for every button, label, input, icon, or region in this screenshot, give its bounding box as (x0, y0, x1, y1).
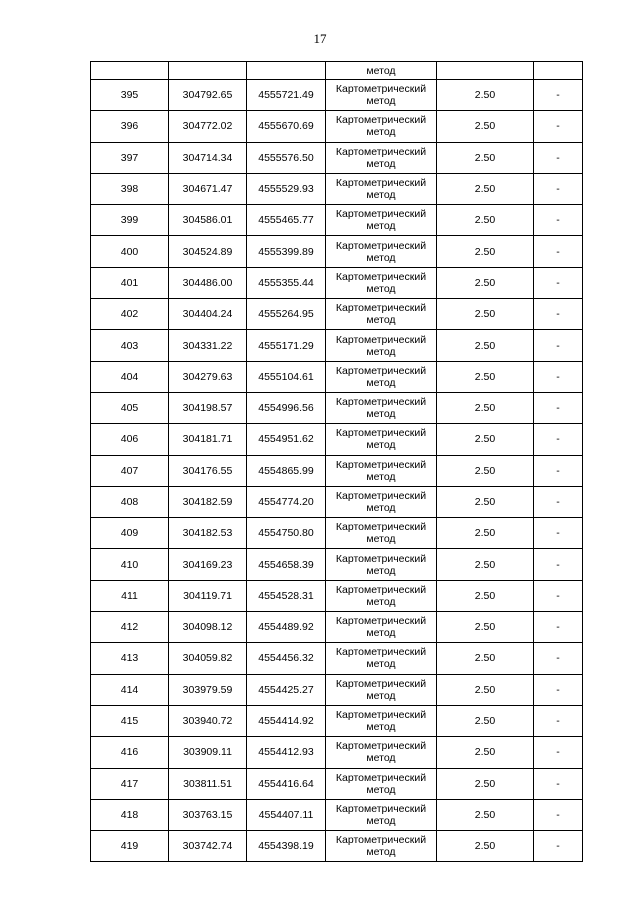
cell-y: 4555721.49 (247, 80, 326, 111)
table-row (91, 392, 583, 423)
cell-num: 415 (91, 705, 169, 736)
cell-method: Картометрический метод (326, 80, 437, 111)
cell-x: 304486.00 (169, 267, 247, 298)
cell-method: Картометрический метод (326, 392, 437, 423)
cell-note: - (534, 299, 583, 330)
table-row (91, 236, 583, 267)
cell-num: 395 (91, 80, 169, 111)
cell-y: 4554412.93 (247, 737, 326, 768)
cell-x: 304331.22 (169, 330, 247, 361)
cell-method: Картометрический метод (326, 486, 437, 517)
cell-method: Картометрический метод (326, 330, 437, 361)
cell-num: 417 (91, 768, 169, 799)
cell-accuracy: 2.50 (437, 236, 534, 267)
cell-y: 4554996.56 (247, 392, 326, 423)
cell-method: Картометрический метод (326, 173, 437, 204)
table-row (91, 643, 583, 674)
cell-accuracy: 2.50 (437, 580, 534, 611)
cell-num: 405 (91, 392, 169, 423)
cell-x: 304524.89 (169, 236, 247, 267)
cell-x: 303940.72 (169, 705, 247, 736)
cell-method: Картометрический метод (326, 299, 437, 330)
cell-x: 304772.02 (169, 111, 247, 142)
table-row (91, 518, 583, 549)
cell-accuracy: 2.50 (437, 799, 534, 830)
table-row (91, 111, 583, 142)
cell-num: 398 (91, 173, 169, 204)
cell-x: 304169.23 (169, 549, 247, 580)
cell-method: Картометрический метод (326, 267, 437, 298)
cell-x: 304279.63 (169, 361, 247, 392)
cell-x: 303979.59 (169, 674, 247, 705)
cell-accuracy: 2.50 (437, 768, 534, 799)
cell-accuracy: 2.50 (437, 831, 534, 862)
table-row (91, 361, 583, 392)
table-row (91, 80, 583, 111)
cell-x: 304586.01 (169, 205, 247, 236)
cell-num: 400 (91, 236, 169, 267)
cell-x: 304059.82 (169, 643, 247, 674)
cell-note: - (534, 455, 583, 486)
cell-y: 4554528.31 (247, 580, 326, 611)
cell-y: 4554750.80 (247, 518, 326, 549)
cell-num: 418 (91, 799, 169, 830)
cell-note: - (534, 80, 583, 111)
cell-num: 406 (91, 424, 169, 455)
table-row (91, 705, 583, 736)
cell-note: - (534, 205, 583, 236)
cell-note: - (534, 549, 583, 580)
table-row (91, 330, 583, 361)
cell-method: Картометрический метод (326, 705, 437, 736)
cell-accuracy: 2.50 (437, 142, 534, 173)
coordinates-table-body (91, 62, 583, 862)
cell-accuracy: 2.50 (437, 486, 534, 517)
table-row (91, 142, 583, 173)
cell-method: Картометрический метод (326, 205, 437, 236)
cell-x: 304182.53 (169, 518, 247, 549)
cell-note: - (534, 173, 583, 204)
cell-y: 4554658.39 (247, 549, 326, 580)
cell-num: 404 (91, 361, 169, 392)
cell-accuracy: 2.50 (437, 643, 534, 674)
cell-method: Картометрический метод (326, 580, 437, 611)
cell-accuracy: 2.50 (437, 392, 534, 423)
cell-accuracy: 2.50 (437, 518, 534, 549)
cell-method: Картометрический метод (326, 424, 437, 455)
cell-num: 403 (91, 330, 169, 361)
cell-note: - (534, 643, 583, 674)
cell-method: Картометрический метод (326, 643, 437, 674)
cell-accuracy: 2.50 (437, 267, 534, 298)
cell-x: 303742.74 (169, 831, 247, 862)
cell-method: Картометрический метод (326, 455, 437, 486)
cell-accuracy: 2.50 (437, 330, 534, 361)
cell-note: - (534, 392, 583, 423)
cell-x: 304714.34 (169, 142, 247, 173)
cell-note: - (534, 236, 583, 267)
cell-num (91, 62, 169, 80)
cell-y: 4554425.27 (247, 674, 326, 705)
cell-x: 304671.47 (169, 173, 247, 204)
cell-x: 304098.12 (169, 612, 247, 643)
cell-accuracy: 2.50 (437, 205, 534, 236)
cell-y: 4555670.69 (247, 111, 326, 142)
cell-x: 304404.24 (169, 299, 247, 330)
cell-accuracy (437, 62, 534, 80)
cell-accuracy: 2.50 (437, 80, 534, 111)
cell-num: 402 (91, 299, 169, 330)
cell-note: - (534, 142, 583, 173)
cell-note: - (534, 267, 583, 298)
cell-note: - (534, 424, 583, 455)
cell-num: 399 (91, 205, 169, 236)
cell-num: 396 (91, 111, 169, 142)
cell-x: 304119.71 (169, 580, 247, 611)
cell-note: - (534, 580, 583, 611)
cell-note: - (534, 768, 583, 799)
cell-y: 4555465.77 (247, 205, 326, 236)
table-row (91, 205, 583, 236)
cell-y: 4555576.50 (247, 142, 326, 173)
cell-y: 4555355.44 (247, 267, 326, 298)
cell-accuracy: 2.50 (437, 705, 534, 736)
table-row-continued (91, 62, 583, 80)
cell-note: - (534, 486, 583, 517)
cell-note: - (534, 612, 583, 643)
cell-method: метод (326, 62, 437, 80)
cell-note: - (534, 799, 583, 830)
cell-accuracy: 2.50 (437, 455, 534, 486)
cell-note: - (534, 674, 583, 705)
table-row (91, 173, 583, 204)
table-row (91, 455, 583, 486)
cell-accuracy: 2.50 (437, 111, 534, 142)
table-row (91, 486, 583, 517)
cell-note: - (534, 705, 583, 736)
cell-y: 4554456.32 (247, 643, 326, 674)
cell-note: - (534, 361, 583, 392)
cell-method: Картометрический метод (326, 674, 437, 705)
cell-y: 4554489.92 (247, 612, 326, 643)
cell-num: 419 (91, 831, 169, 862)
cell-method: Картометрический метод (326, 737, 437, 768)
cell-y: 4555529.93 (247, 173, 326, 204)
cell-y: 4554414.92 (247, 705, 326, 736)
cell-x: 304176.55 (169, 455, 247, 486)
cell-method: Картометрический метод (326, 831, 437, 862)
cell-note: - (534, 330, 583, 361)
cell-accuracy: 2.50 (437, 299, 534, 330)
table-row (91, 737, 583, 768)
cell-method: Картометрический метод (326, 612, 437, 643)
cell-y: 4554774.20 (247, 486, 326, 517)
cell-method: Картометрический метод (326, 236, 437, 267)
cell-x (169, 62, 247, 80)
cell-note (534, 62, 583, 80)
cell-x: 303909.11 (169, 737, 247, 768)
table-row (91, 831, 583, 862)
cell-accuracy: 2.50 (437, 424, 534, 455)
cell-accuracy: 2.50 (437, 674, 534, 705)
cell-note: - (534, 831, 583, 862)
table-row (91, 549, 583, 580)
cell-num: 409 (91, 518, 169, 549)
cell-num: 412 (91, 612, 169, 643)
cell-y: 4555399.89 (247, 236, 326, 267)
table-row (91, 580, 583, 611)
cell-num: 410 (91, 549, 169, 580)
cell-x: 304792.65 (169, 80, 247, 111)
cell-num: 414 (91, 674, 169, 705)
cell-note: - (534, 518, 583, 549)
cell-num: 408 (91, 486, 169, 517)
cell-num: 411 (91, 580, 169, 611)
cell-x: 303811.51 (169, 768, 247, 799)
table-row (91, 799, 583, 830)
cell-num: 401 (91, 267, 169, 298)
cell-method: Картометрический метод (326, 549, 437, 580)
cell-method: Картометрический метод (326, 768, 437, 799)
cell-num: 397 (91, 142, 169, 173)
cell-y: 4554951.62 (247, 424, 326, 455)
cell-y: 4555104.61 (247, 361, 326, 392)
page-number: 17 (313, 31, 327, 46)
cell-method: Картометрический метод (326, 142, 437, 173)
cell-accuracy: 2.50 (437, 737, 534, 768)
cell-method: Картометрический метод (326, 518, 437, 549)
table-row (91, 299, 583, 330)
coordinates-table (90, 61, 583, 862)
cell-accuracy: 2.50 (437, 361, 534, 392)
table-row (91, 424, 583, 455)
table-row (91, 612, 583, 643)
cell-method: Картометрический метод (326, 361, 437, 392)
cell-method: Картометрический метод (326, 799, 437, 830)
cell-x: 304198.57 (169, 392, 247, 423)
cell-accuracy: 2.50 (437, 612, 534, 643)
cell-note: - (534, 737, 583, 768)
cell-y: 4554407.11 (247, 799, 326, 830)
cell-method: Картометрический метод (326, 111, 437, 142)
cell-accuracy: 2.50 (437, 549, 534, 580)
cell-num: 407 (91, 455, 169, 486)
cell-accuracy: 2.50 (437, 173, 534, 204)
table-row (91, 267, 583, 298)
cell-num: 416 (91, 737, 169, 768)
cell-y: 4554865.99 (247, 455, 326, 486)
cell-note: - (534, 111, 583, 142)
table-row (91, 674, 583, 705)
cell-num: 413 (91, 643, 169, 674)
cell-x: 304182.59 (169, 486, 247, 517)
cell-y: 4554416.64 (247, 768, 326, 799)
table-row (91, 768, 583, 799)
cell-y: 4555264.95 (247, 299, 326, 330)
cell-y: 4554398.19 (247, 831, 326, 862)
cell-x: 303763.15 (169, 799, 247, 830)
cell-y (247, 62, 326, 80)
cell-y: 4555171.29 (247, 330, 326, 361)
cell-x: 304181.71 (169, 424, 247, 455)
